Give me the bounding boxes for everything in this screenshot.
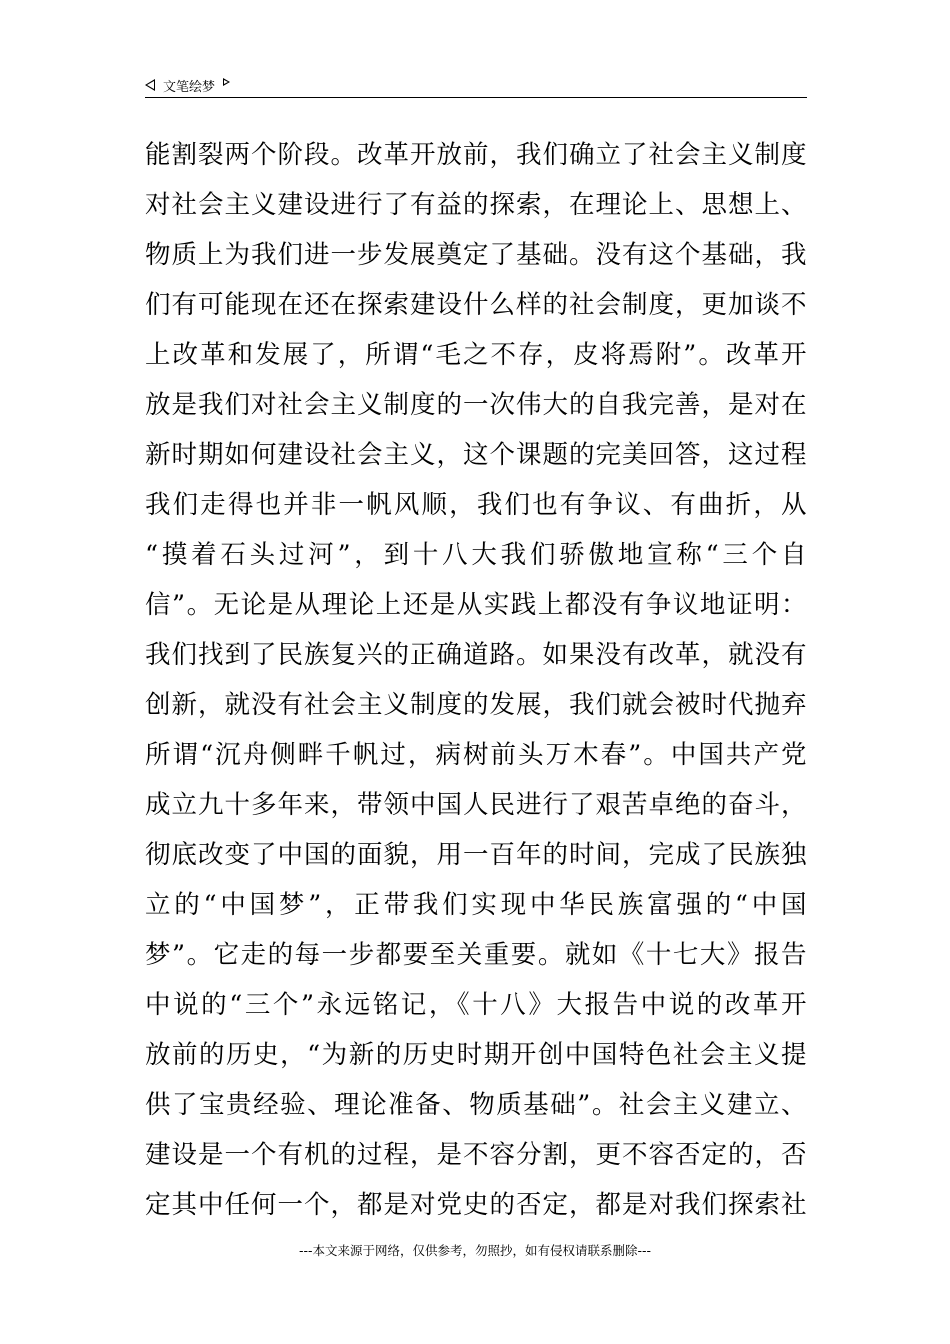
footer-disclaimer: ---本文来源于网络，仅供参考，勿照抄，如有侵权请联系删除--- bbox=[298, 1243, 652, 1258]
triangle-right-icon bbox=[223, 78, 230, 86]
page-header bbox=[145, 74, 807, 96]
text-line: 物质上为我们进一步发展奠定了基础。没有这个基础，我 bbox=[145, 240, 807, 270]
triangle-left-icon bbox=[145, 79, 155, 91]
text-line: 对社会主义建设进行了有益的探索，在理论上、思想上、 bbox=[145, 190, 807, 220]
text-line: 创新，就没有社会主义制度的发展，我们就会被时代抛弃 bbox=[145, 690, 807, 720]
text-line: 放是我们对社会主义制度的一次伟大的自我完善，是对在 bbox=[145, 390, 807, 420]
text-line: 新时期如何建设社会主义，这个课题的完美回答，这过程 bbox=[145, 440, 807, 470]
text-line: “摸着石头过河”，到十八大我们骄傲地宣称“三个自 bbox=[145, 540, 807, 570]
text-line: 信”。无论是从理论上还是从实践上都没有争议地证明： bbox=[145, 590, 807, 620]
text-line: 中说的“三个”永远铭记，《十八》大报告中说的改革开 bbox=[145, 990, 807, 1020]
text-line: 成立九十多年来，带领中国人民进行了艰苦卓绝的奋斗， bbox=[145, 790, 807, 820]
header-title: 文笔绘梦 bbox=[163, 79, 216, 95]
text-line: 梦”。它走的每一步都要至关重要。就如《十七大》报告 bbox=[145, 940, 807, 970]
header-divider bbox=[145, 97, 807, 98]
text-line: 彻底改变了中国的面貌，用一百年的时间，完成了民族独 bbox=[145, 840, 807, 870]
text-line: 定其中任何一个，都是对党史的否定，都是对我们探索社 bbox=[145, 1190, 807, 1220]
text-line: 们有可能现在还在探索建设什么样的社会制度，更加谈不 bbox=[145, 290, 807, 320]
text-line: 建设是一个有机的过程，是不容分割，更不容否定的，否 bbox=[145, 1140, 807, 1170]
text-line: 能割裂两个阶段。改革开放前，我们确立了社会主义制度 bbox=[145, 140, 807, 170]
text-line: 所谓“沉舟侧畔千帆过，病树前头万木春”。中国共产党 bbox=[145, 740, 807, 770]
text-line: 立的“中国梦”，正带我们实现中华民族富强的“中国 bbox=[145, 890, 807, 920]
body-text bbox=[145, 130, 807, 1230]
text-line: 我们找到了民族复兴的正确道路。如果没有改革，就没有 bbox=[145, 640, 807, 670]
text-line: 放前的历史，“为新的历史时期开创中国特色社会主义提 bbox=[145, 1040, 807, 1070]
text-line: 我们走得也并非一帆风顺，我们也有争议、有曲折，从 bbox=[145, 490, 807, 520]
text-line: 上改革和发展了，所谓“毛之不存，皮将焉附”。改革开 bbox=[145, 340, 807, 370]
text-line: 供了宝贵经验、理论准备、物质基础”。社会主义建立、 bbox=[145, 1090, 807, 1120]
